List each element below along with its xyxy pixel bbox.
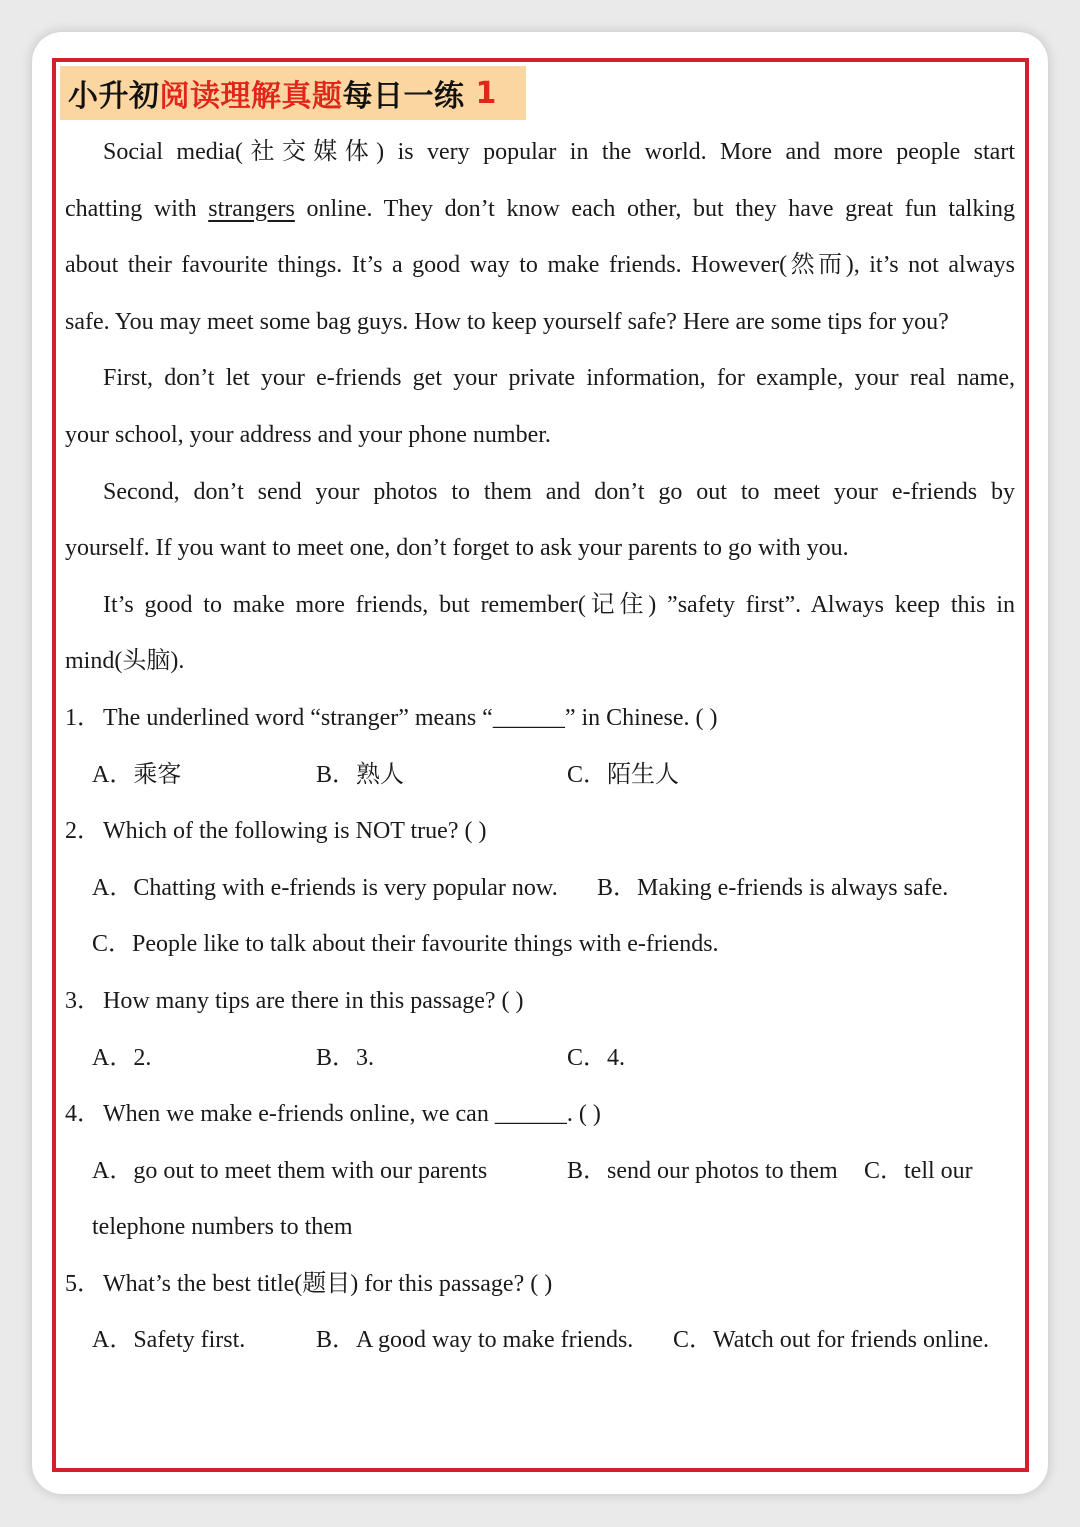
q1-option-b[interactable]: B．熟人 [316, 761, 405, 788]
question-1-text: The underlined word “stranger” means “______” in Chinese. ( ) [103, 704, 718, 731]
title-part-2: 阅读理解真题 [159, 79, 343, 114]
underlined-word-strangers: strangers [208, 195, 295, 222]
passage-p1-line-3: about their favourite things. It’s a good way to make friends. However(然而), it’s not always [65, 252, 1015, 279]
worksheet-title [60, 66, 526, 120]
passage-p3-line-2: yourself. If you want to meet one, don’t forget to ask your parents to go with you. [65, 535, 849, 562]
q5-option-c[interactable]: C．Watch out for friends online. [673, 1327, 989, 1354]
question-2-text: Which of the following is NOT true? ( ) [103, 818, 487, 845]
question-5 [65, 1256, 1015, 1313]
passage-p3-line-1: Second, don’t send your photos to them and don’t go out to meet your e-friends by [103, 478, 1015, 505]
question-3-number: 3． [65, 987, 101, 1014]
question-1-number: 1． [65, 704, 101, 731]
question-2 [65, 803, 1015, 860]
q4-option-c[interactable]: C．tell our [864, 1157, 973, 1184]
q3-option-c[interactable]: C．4. [567, 1044, 626, 1071]
title-part-1: 小升初 [68, 79, 160, 114]
passage-p1-line-2b: online. They don’t know each other, but they have great fun talking [294, 195, 1016, 222]
passage-p4-line-2: mind(头脑). [65, 648, 185, 675]
passage-p1-line-1: Social media(社交媒体) is very popular in the world. More and more people start [103, 139, 1015, 165]
question-2-number: 2． [65, 818, 101, 845]
question-1-options [65, 747, 1015, 804]
q4-option-a[interactable]: A．go out to meet them with our parents [92, 1157, 488, 1184]
q2-option-a[interactable]: A．Chatting with e-friends is very popular now. [92, 874, 558, 901]
passage-p4-line-1: It’s good to make more friends, but remember(记住) ”safety first”. Always keep this in [103, 591, 1015, 618]
question-4-options-row-2 [65, 1199, 1015, 1256]
title-part-3: 每日一练 [342, 79, 465, 114]
question-3-text: How many tips are there in this passage? ( ) [103, 987, 524, 1014]
q4-option-b[interactable]: B．send our photos to them [567, 1157, 838, 1184]
question-1 [65, 690, 1015, 747]
q3-option-a[interactable]: A．2. [92, 1044, 152, 1071]
question-3 [65, 973, 1015, 1030]
question-2-options-row-1 [65, 860, 1015, 917]
question-4 [65, 1086, 1015, 1143]
question-5-options [65, 1312, 1015, 1369]
passage-p2-line-2: your school, your address and your phone number. [65, 421, 551, 448]
question-5-number: 5． [65, 1270, 101, 1297]
q1-option-c[interactable]: C．陌生人 [567, 761, 680, 788]
worksheet-content [65, 124, 1015, 1369]
q3-option-b[interactable]: B．3. [316, 1044, 375, 1071]
q2-option-c[interactable]: C．People like to talk about their favourite things with e-friends. [92, 931, 719, 958]
q4-option-c-continued[interactable]: telephone numbers to them [92, 1214, 353, 1241]
q5-option-b[interactable]: B．A good way to make friends. [316, 1327, 634, 1354]
question-5-text: What’s the best title(题目) for this passage? ( ) [103, 1270, 553, 1297]
q1-option-a[interactable]: A．乘客 [92, 761, 182, 788]
passage-p1-line-2a: chatting with [65, 195, 209, 222]
passage-p1-line-2 [65, 181, 1015, 238]
q2-option-b[interactable]: B．Making e-friends is always safe. [597, 874, 949, 901]
question-2-options-row-2 [65, 916, 1015, 973]
title-part-4: 1 [475, 75, 497, 111]
question-4-options-row-1 [65, 1143, 1015, 1200]
question-4-number: 4． [65, 1101, 101, 1128]
question-4-text: When we make e-friends online, we can ______. ( ) [103, 1101, 601, 1128]
question-3-options [65, 1030, 1015, 1087]
passage-p1-line-4: safe. You may meet some bag guys. How to keep yourself safe? Here are some tips for you? [65, 308, 949, 335]
q5-option-a[interactable]: A．Safety first. [92, 1327, 246, 1354]
passage-p2-line-1: First, don’t let your e-friends get your private information, for example, your real name, [103, 365, 1015, 392]
